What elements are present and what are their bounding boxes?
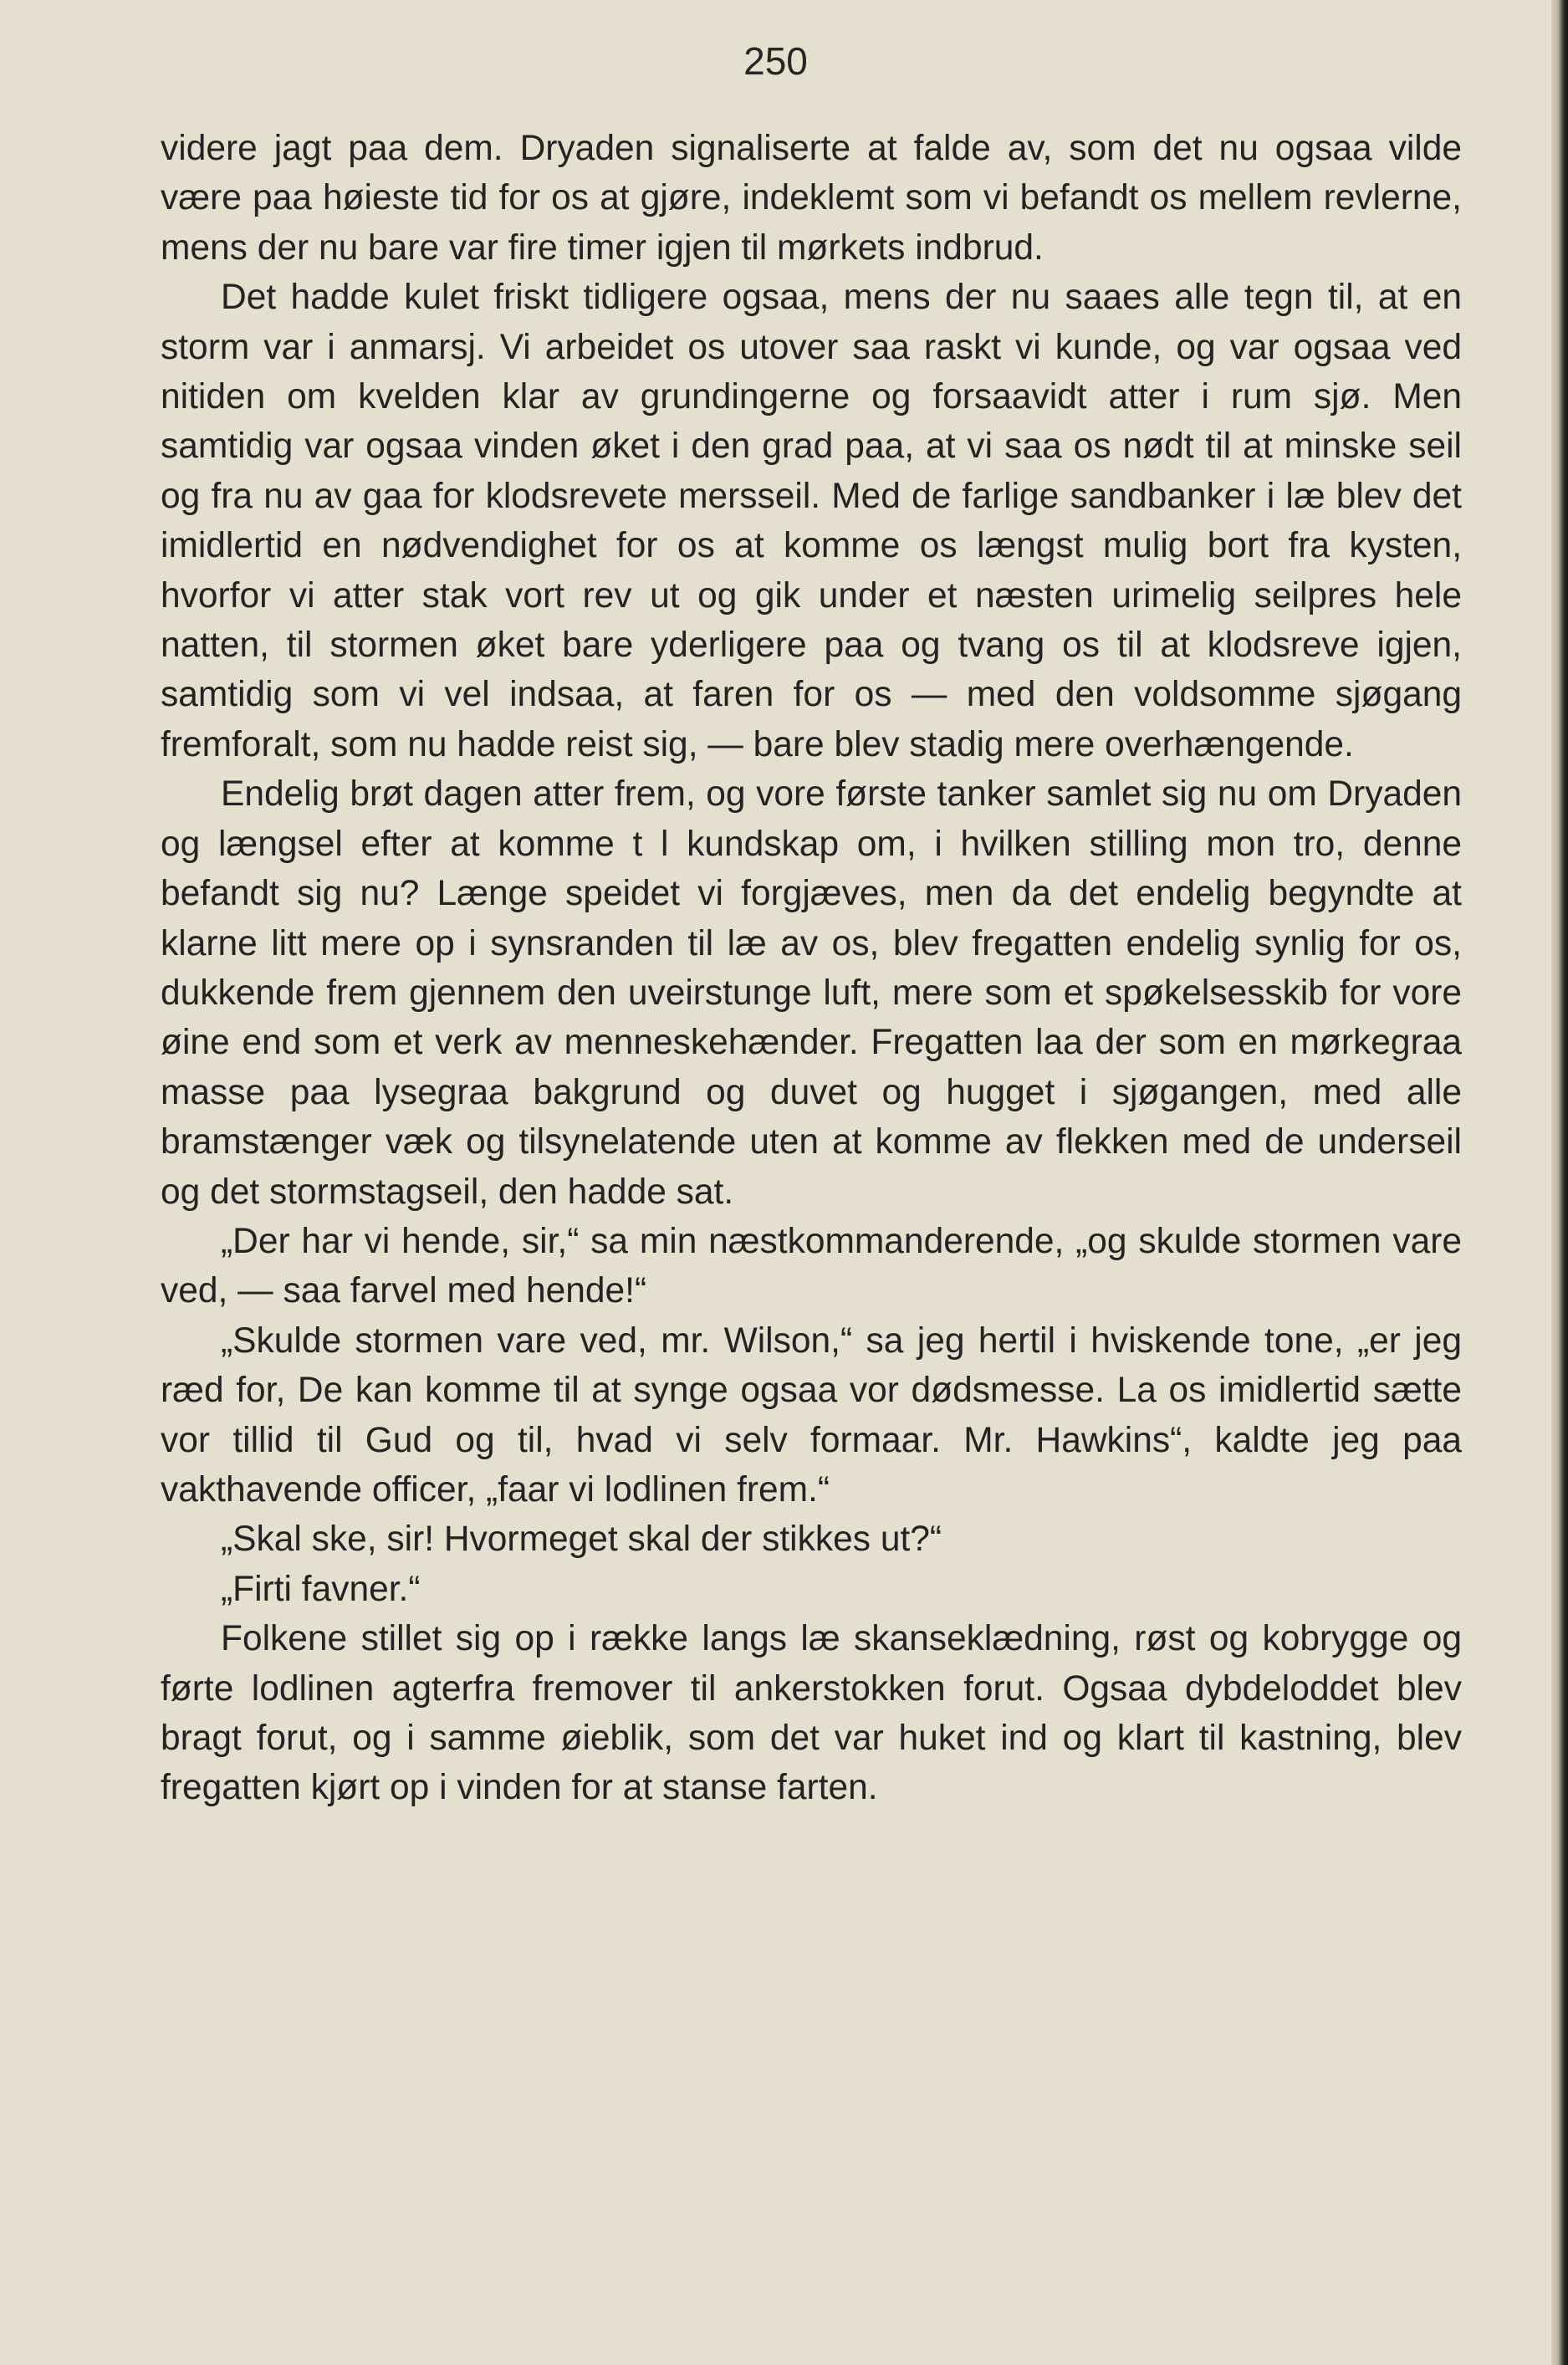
paragraph: Endelig brøt dagen atter frem, og vore første tanker samlet sig nu om Dryaden og længsel efter at komme t l kundskap om, i hvilken stilling mon tro, denne befandt sig nu? Længe speidet vi forgjæves, men da det endelig begyndte at klarne litt mere op i synsranden til læ av os, blev fregatten endelig synlig for os, dukkende frem gjennem den uveirstunge luft, mere som et spøkelsesskib for vore øine end som et verk av menneskehænder. Fregatten laa der som en mørkegraa masse paa lysegraa bakgrund og duvet og hugget i sjøgangen, med alle bramstænger væk og tilsynelatende uten at komme av flekken med de underseil og det stormstagseil, den hadde sat. bbox=[161, 774, 1462, 1212]
paragraph: Folkene stillet sig op i række langs læ skanseklædning, røst og kobrygge og førte lodlinen agterfra fremover til ankerstokken forut. Ogsaa dybdeloddet blev bragt forut, og i samme øieblik, som det var huket ind og klart til kastning, blev fregatten kjørt op i vinden for at stanse farten. bbox=[161, 1619, 1462, 1808]
paragraph: Det hadde kulet friskt tidligere ogsaa, mens der nu saaes alle tegn til, at en storm var i anmarsj. Vi arbeidet os utover saa raskt vi kunde, og var ogsaa ved nitiden om kvelden klar av grundingerne og forsaavidt atter i rum sjø. Men samtidig var ogsaa vinden øket i den grad paa, at vi saa os nødt til at minske seil og fra nu av gaa for klodsrevete mersseil. Med de farlige sandbanker i læ blev det imidlertid en nødvendighet for os at komme os længst mulig bort fra kysten, hvorfor vi atter stak vort rev ut og gik under et næsten urimelig seilpres hele natten, til stormen øket bare yderligere paa og tvang os til at klodsreve igjen, samtidig som vi vel indsaa, at faren for os — med den voldsomme sjøgang fremforalt, som nu hadde reist sig, — bare blev stadig mere overhængende. bbox=[161, 278, 1462, 764]
paragraph: „Skulde stormen vare ved, mr. Wilson,“ sa jeg hertil i hviskende tone, „er jeg ræd for, De kan komme til at synge ogsaa vor dødsmesse. La os imidlertid sætte vor tillid til Gud og til, hvad vi selv formaar. Mr. Hawkins“, kaldte jeg paa vakthavende officer, „faar vi lodlinen frem.“ bbox=[161, 1320, 1462, 1509]
page-edge-shadow bbox=[1551, 0, 1568, 2365]
page-body-text bbox=[161, 124, 1462, 1813]
page-number: 250 bbox=[743, 39, 808, 83]
paragraph: „Skal ske, sir! Hvormeget skal der stikkes ut?“ bbox=[221, 1520, 942, 1560]
paragraph: videre jagt paa dem. Dryaden signaliserte at falde av, som det nu ogsaa vilde være paa høieste tid for os at gjøre, indeklemt som vi befandt os mellem revlerne, mens der nu bare var fire timer igjen til mørkets indbrud. bbox=[161, 129, 1462, 268]
paragraph: „Firti favner.“ bbox=[221, 1569, 421, 1609]
paragraph: „Der har vi hende, sir,“ sa min næstkommanderende, „og skulde stormen vare ved, — saa farvel med hende!“ bbox=[161, 1221, 1462, 1311]
